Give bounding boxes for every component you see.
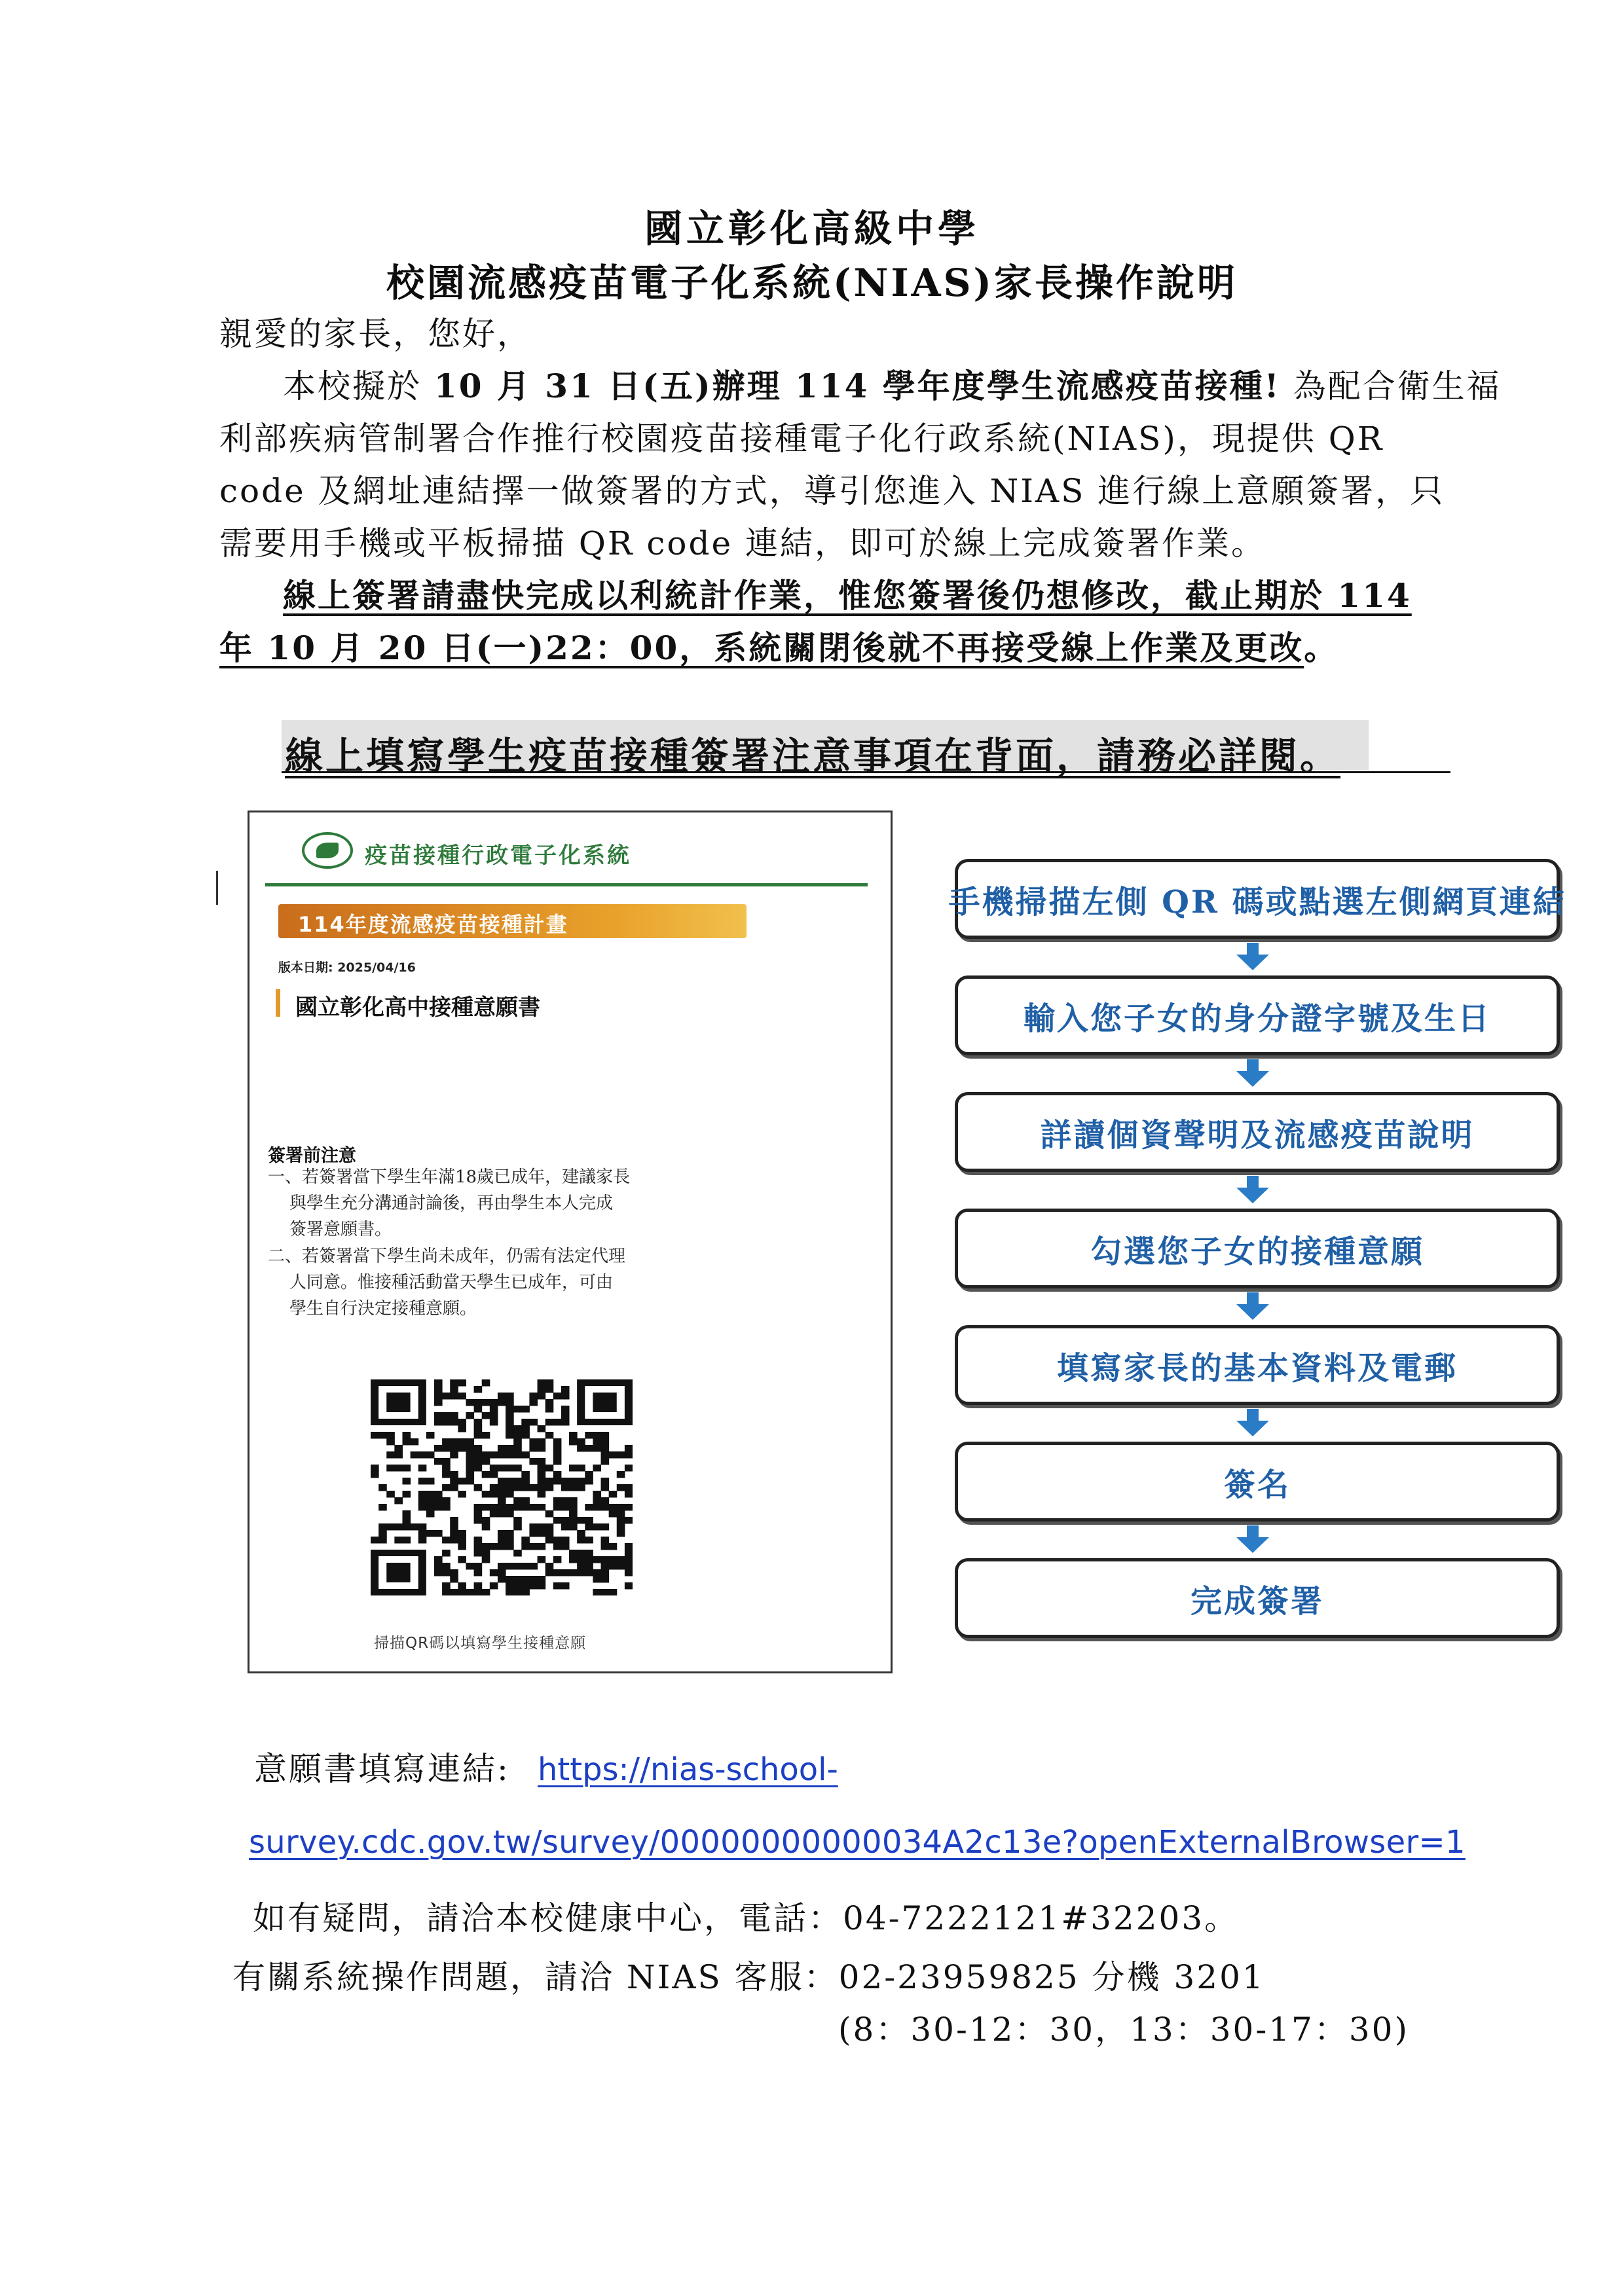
notice-text: 線上填寫學生疫苗接種簽署注意事項在背面，請務必詳閱。	[285, 734, 1341, 778]
qr-code-icon[interactable]	[371, 1379, 633, 1595]
paragraph-line-1-plain: 本校擬於	[283, 367, 422, 405]
paragraph-line-1	[283, 367, 1502, 405]
deadline-period: 。	[1304, 629, 1339, 667]
qr-caption: 掃描QR碼以填寫學生接種意願	[374, 1635, 587, 1652]
flow-arrow-icon	[1236, 1292, 1269, 1320]
document-title: 校園流感疫苗電子化系統(NIAS)家長操作說明	[386, 261, 1238, 305]
nias-support-contact: 有關系統操作問題，請洽 NIAS 客服：02-23959825 分機 3201	[232, 1958, 1265, 1996]
deadline-text: 年 10 月 20 日(一)22：00，系統關閉後就不再接受線上作業及更改	[219, 629, 1304, 667]
flow-arrow-icon	[1236, 1059, 1269, 1087]
school-name: 國立彰化高級中學	[644, 206, 980, 251]
form-version-date: 版本日期: 2025/04/16	[278, 960, 416, 975]
flow-arrow-icon	[1236, 1176, 1269, 1203]
step-scan-qr: 手機掃描左側 QR 碼或點選左側網頁連結	[955, 859, 1560, 939]
form-note-adult: 一、若簽署當下學生年滿18歲已成年，建議家長 與學生充分溝通討論後，再由學生本人完成 簽署意願書。	[268, 1167, 631, 1239]
form-consent-title: 國立彰化高中接種意願書	[295, 994, 540, 1021]
cdc-logo-icon	[302, 832, 353, 869]
health-center-contact: 如有疑問，請洽本校健康中心，電話：04-7222121#32203。	[253, 1899, 1240, 1937]
paragraph-line-2: 利部疾病管制署合作推行校園疫苗接種電子化行政系統(NIAS)，現提供 QR	[219, 420, 1384, 458]
service-hours: (8：30-12：30，13：30-17：30)	[838, 2011, 1409, 2049]
form-divider	[265, 883, 868, 886]
form-system-name: 疫苗接種行政電子化系統	[365, 843, 631, 869]
form-note-minor: 二、若簽署當下學生尚未成年，仍需有法定代理 人同意。惟接種活動當天學生已成年，可由 學生自行決定接種意願。	[268, 1247, 626, 1319]
paragraph-line-3: code 及網址連結擇一做簽署的方式，導引您進入 NIAS 進行線上意願簽署，只	[219, 472, 1445, 510]
flow-arrow-icon	[1236, 1525, 1269, 1553]
step-select-intention: 勾選您子女的接種意願	[955, 1209, 1560, 1288]
survey-link-part-1[interactable]: https://nias-school-	[538, 1751, 838, 1788]
form-plan-banner	[278, 904, 747, 938]
consent-form-screenshot	[248, 811, 893, 1673]
form-plan-title: 114年度流感疫苗接種計畫	[298, 912, 568, 937]
form-notes-title: 簽署前注意	[268, 1146, 356, 1166]
step-read-statement: 詳讀個資聲明及流感疫苗說明	[955, 1092, 1560, 1172]
paragraph-line-1-tail: 為配合衛生福	[1293, 367, 1502, 405]
deadline-line-2	[219, 629, 1339, 667]
survey-link-part-2[interactable]: survey.cdc.gov.tw/survey/00000000000034A2c13e?openExternalBrowser=1	[249, 1824, 1466, 1861]
link-label: 意願書填寫連結:	[254, 1750, 510, 1788]
notice-banner	[282, 720, 1450, 778]
form-title-accent	[276, 989, 280, 1017]
vaccination-date-highlight: 10 月 31 日(五)辦理 114 學年度學生流感疫苗接種!	[434, 367, 1281, 405]
paragraph-line-4: 需要用手機或平板掃描 QR code 連結，即可於線上完成簽署作業。	[219, 524, 1266, 562]
step-sign: 簽名	[955, 1442, 1560, 1522]
step-parent-info: 填寫家長的基本資料及電郵	[955, 1325, 1560, 1405]
scan-margin-mark	[216, 871, 218, 905]
step-complete: 完成簽署	[955, 1558, 1560, 1638]
form-header	[302, 832, 813, 877]
flow-arrow-icon	[1236, 1409, 1269, 1436]
step-enter-id: 輸入您子女的身分證字號及生日	[955, 975, 1560, 1055]
flow-arrow-icon	[1236, 943, 1269, 970]
greeting: 親愛的家長，您好，	[219, 315, 532, 353]
deadline-line-1: 線上簽署請盡快完成以利統計作業，惟您簽署後仍想修改，截止期於 114	[283, 576, 1412, 615]
